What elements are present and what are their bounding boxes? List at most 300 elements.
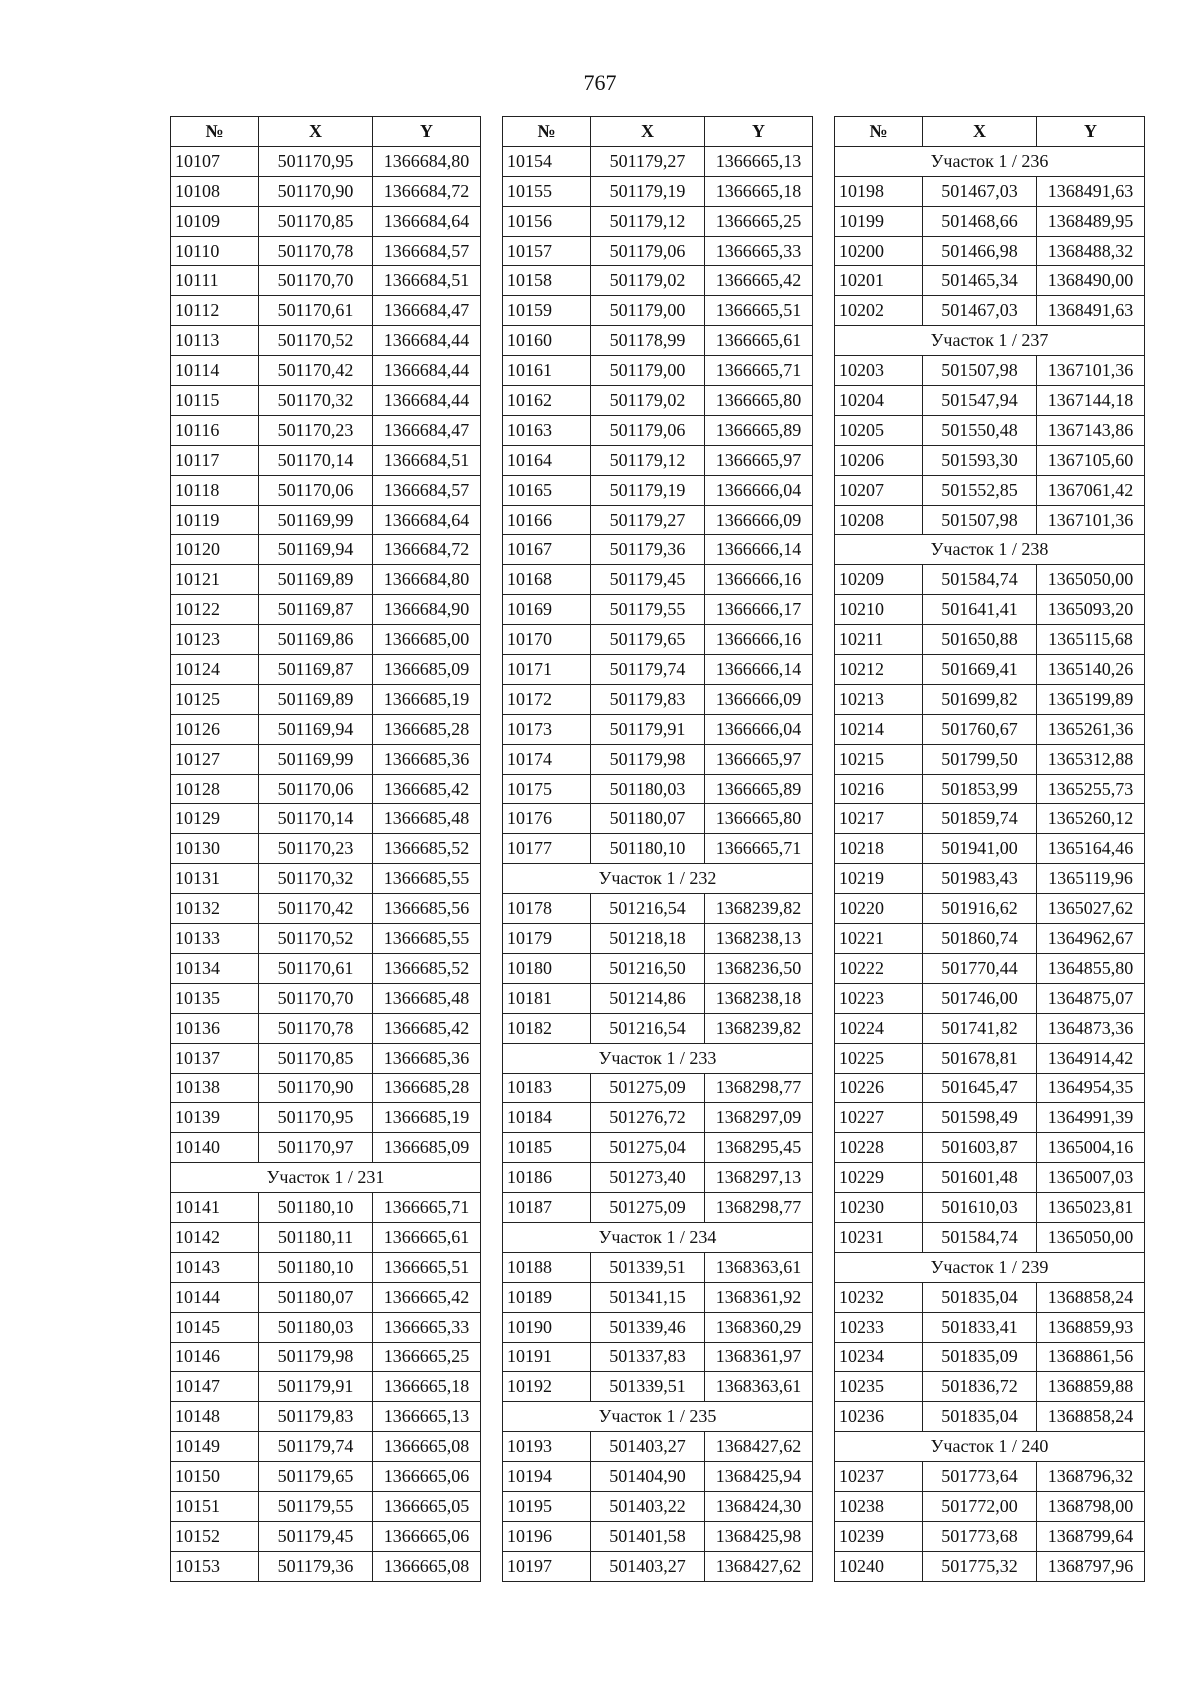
y-coordinate-cell: 1368858,24 (1037, 1282, 1145, 1312)
x-coordinate-cell: 501773,68 (923, 1521, 1037, 1551)
point-number-cell: 10163 (503, 415, 591, 445)
table-row (835, 1521, 1145, 1551)
y-coordinate-cell: 1368489,95 (1037, 206, 1145, 236)
table-row (835, 1551, 1145, 1581)
table-row (171, 655, 481, 685)
x-coordinate-cell: 501170,52 (259, 924, 373, 954)
point-number-cell: 10170 (503, 625, 591, 655)
table-row (835, 684, 1145, 714)
y-coordinate-cell: 1368491,63 (1037, 296, 1145, 326)
point-number-cell: 10134 (171, 953, 259, 983)
y-coordinate-cell: 1366665,51 (373, 1252, 481, 1282)
table-row (171, 1372, 481, 1402)
column-header-num: № (503, 117, 591, 147)
table-row (171, 236, 481, 266)
point-number-cell: 10222 (835, 953, 923, 983)
y-coordinate-cell: 1367105,60 (1037, 445, 1145, 475)
x-coordinate-cell: 501170,14 (259, 804, 373, 834)
y-coordinate-cell: 1366665,33 (373, 1312, 481, 1342)
table-row (503, 445, 813, 475)
y-coordinate-cell: 1368238,18 (705, 983, 813, 1013)
point-number-cell: 10164 (503, 445, 591, 475)
y-coordinate-cell: 1366665,97 (705, 744, 813, 774)
x-coordinate-cell: 501179,74 (259, 1432, 373, 1462)
x-coordinate-cell: 501773,64 (923, 1462, 1037, 1492)
point-number-cell: 10128 (171, 774, 259, 804)
x-coordinate-cell: 501180,10 (259, 1193, 373, 1223)
x-coordinate-cell: 501169,94 (259, 714, 373, 744)
y-coordinate-cell: 1366684,90 (373, 595, 481, 625)
y-coordinate-cell: 1368488,32 (1037, 236, 1145, 266)
x-coordinate-cell: 501170,61 (259, 953, 373, 983)
point-number-cell: 10216 (835, 774, 923, 804)
x-coordinate-cell: 501170,32 (259, 386, 373, 416)
table-row (171, 146, 481, 176)
point-number-cell: 10192 (503, 1372, 591, 1402)
point-number-cell: 10174 (503, 744, 591, 774)
point-number-cell: 10215 (835, 744, 923, 774)
point-number-cell: 10219 (835, 864, 923, 894)
x-coordinate-cell: 501179,00 (591, 296, 705, 326)
table-row (503, 1551, 813, 1581)
x-coordinate-cell: 501468,66 (923, 206, 1037, 236)
x-coordinate-cell: 501179,12 (591, 206, 705, 236)
x-coordinate-cell: 501218,18 (591, 924, 705, 954)
table-row (171, 445, 481, 475)
y-coordinate-cell: 1364875,07 (1037, 983, 1145, 1013)
y-coordinate-cell: 1365050,00 (1037, 565, 1145, 595)
table-row (503, 1103, 813, 1133)
y-coordinate-cell: 1368799,64 (1037, 1521, 1145, 1551)
y-coordinate-cell: 1368796,32 (1037, 1462, 1145, 1492)
x-coordinate-cell: 501593,30 (923, 445, 1037, 475)
point-number-cell: 10144 (171, 1282, 259, 1312)
table-row (835, 1163, 1145, 1193)
x-coordinate-cell: 501170,42 (259, 894, 373, 924)
y-coordinate-cell: 1366685,09 (373, 655, 481, 685)
table-row (503, 296, 813, 326)
point-number-cell: 10107 (171, 146, 259, 176)
y-coordinate-cell: 1366665,33 (705, 236, 813, 266)
x-coordinate-cell: 501467,03 (923, 296, 1037, 326)
x-coordinate-cell: 501645,47 (923, 1073, 1037, 1103)
table-row (171, 1073, 481, 1103)
point-number-cell: 10226 (835, 1073, 923, 1103)
y-coordinate-cell: 1368239,82 (705, 1013, 813, 1043)
point-number-cell: 10209 (835, 565, 923, 595)
y-coordinate-cell: 1366666,14 (705, 535, 813, 565)
table-row (503, 1013, 813, 1043)
table-row (503, 834, 813, 864)
point-number-cell: 10210 (835, 595, 923, 625)
table-row (503, 744, 813, 774)
point-number-cell: 10199 (835, 206, 923, 236)
table-row (835, 266, 1145, 296)
table-row (171, 834, 481, 864)
table-row (171, 1521, 481, 1551)
table-header-row (835, 117, 1145, 147)
section-row (503, 1222, 813, 1252)
x-coordinate-cell: 501603,87 (923, 1133, 1037, 1163)
x-coordinate-cell: 501775,32 (923, 1551, 1037, 1581)
table-row (835, 565, 1145, 595)
section-title: Участок 1 / 238 (835, 535, 1145, 565)
table-row (503, 1073, 813, 1103)
x-coordinate-cell: 501860,74 (923, 924, 1037, 954)
x-coordinate-cell: 501180,07 (259, 1282, 373, 1312)
table-row (835, 774, 1145, 804)
x-coordinate-cell: 501403,27 (591, 1551, 705, 1581)
y-coordinate-cell: 1365260,12 (1037, 804, 1145, 834)
point-number-cell: 10211 (835, 625, 923, 655)
table-row (503, 595, 813, 625)
point-number-cell: 10154 (503, 146, 591, 176)
x-coordinate-cell: 501170,95 (259, 1103, 373, 1133)
table-row (503, 356, 813, 386)
y-coordinate-cell: 1366684,64 (373, 505, 481, 535)
y-coordinate-cell: 1366666,04 (705, 714, 813, 744)
x-coordinate-cell: 501275,09 (591, 1193, 705, 1223)
point-number-cell: 10153 (171, 1551, 259, 1581)
x-coordinate-cell: 501180,07 (591, 804, 705, 834)
y-coordinate-cell: 1364962,67 (1037, 924, 1145, 954)
y-coordinate-cell: 1366685,28 (373, 1073, 481, 1103)
x-coordinate-cell: 501547,94 (923, 386, 1037, 416)
table-row (171, 1133, 481, 1163)
x-coordinate-cell: 501770,44 (923, 953, 1037, 983)
y-coordinate-cell: 1368298,77 (705, 1193, 813, 1223)
y-coordinate-cell: 1366685,56 (373, 894, 481, 924)
y-coordinate-cell: 1366666,09 (705, 684, 813, 714)
table-row (503, 774, 813, 804)
x-coordinate-cell: 501678,81 (923, 1043, 1037, 1073)
point-number-cell: 10208 (835, 505, 923, 535)
point-number-cell: 10173 (503, 714, 591, 744)
y-coordinate-cell: 1366665,06 (373, 1462, 481, 1492)
point-number-cell: 10225 (835, 1043, 923, 1073)
table-row (835, 655, 1145, 685)
table-row (835, 1312, 1145, 1342)
point-number-cell: 10183 (503, 1073, 591, 1103)
x-coordinate-cell: 501179,19 (591, 475, 705, 505)
point-number-cell: 10159 (503, 296, 591, 326)
table-header-row (503, 117, 813, 147)
point-number-cell: 10218 (835, 834, 923, 864)
point-number-cell: 10212 (835, 655, 923, 685)
point-number-cell: 10122 (171, 595, 259, 625)
point-number-cell: 10123 (171, 625, 259, 655)
x-coordinate-cell: 501916,62 (923, 894, 1037, 924)
x-coordinate-cell: 501170,97 (259, 1133, 373, 1163)
table-row (835, 415, 1145, 445)
table-row (835, 505, 1145, 535)
x-coordinate-cell: 501507,98 (923, 356, 1037, 386)
x-coordinate-cell: 501216,50 (591, 953, 705, 983)
point-number-cell: 10161 (503, 356, 591, 386)
table-row (503, 655, 813, 685)
x-coordinate-cell: 501835,09 (923, 1342, 1037, 1372)
point-number-cell: 10133 (171, 924, 259, 954)
x-coordinate-cell: 501179,00 (591, 356, 705, 386)
x-coordinate-cell: 501170,23 (259, 834, 373, 864)
table-row (503, 1462, 813, 1492)
table-row (503, 415, 813, 445)
table-row (835, 206, 1145, 236)
y-coordinate-cell: 1366684,51 (373, 266, 481, 296)
x-coordinate-cell: 501179,55 (591, 595, 705, 625)
point-number-cell: 10124 (171, 655, 259, 685)
point-number-cell: 10116 (171, 415, 259, 445)
table-row (171, 595, 481, 625)
y-coordinate-cell: 1366665,18 (373, 1372, 481, 1402)
point-number-cell: 10151 (171, 1491, 259, 1521)
point-number-cell: 10110 (171, 236, 259, 266)
y-coordinate-cell: 1366685,36 (373, 744, 481, 774)
y-coordinate-cell: 1368361,92 (705, 1282, 813, 1312)
point-number-cell: 10202 (835, 296, 923, 326)
table-row (171, 1491, 481, 1521)
x-coordinate-cell: 501550,48 (923, 415, 1037, 445)
point-number-cell: 10136 (171, 1013, 259, 1043)
point-number-cell: 10227 (835, 1103, 923, 1133)
x-coordinate-cell: 501170,90 (259, 176, 373, 206)
x-coordinate-cell: 501170,78 (259, 236, 373, 266)
x-coordinate-cell: 501341,15 (591, 1282, 705, 1312)
point-number-cell: 10168 (503, 565, 591, 595)
y-coordinate-cell: 1366666,04 (705, 475, 813, 505)
table-row (835, 744, 1145, 774)
y-coordinate-cell: 1366684,80 (373, 146, 481, 176)
x-coordinate-cell: 501170,52 (259, 326, 373, 356)
y-coordinate-cell: 1365140,26 (1037, 655, 1145, 685)
point-number-cell: 10169 (503, 595, 591, 625)
y-coordinate-cell: 1366685,42 (373, 1013, 481, 1043)
point-number-cell: 10160 (503, 326, 591, 356)
y-coordinate-cell: 1368297,09 (705, 1103, 813, 1133)
y-coordinate-cell: 1368798,00 (1037, 1491, 1145, 1521)
point-number-cell: 10137 (171, 1043, 259, 1073)
x-coordinate-cell: 501170,06 (259, 475, 373, 505)
y-coordinate-cell: 1368363,61 (705, 1372, 813, 1402)
table-row (171, 206, 481, 236)
point-number-cell: 10200 (835, 236, 923, 266)
y-coordinate-cell: 1366685,55 (373, 924, 481, 954)
x-coordinate-cell: 501275,04 (591, 1133, 705, 1163)
table-row (171, 505, 481, 535)
point-number-cell: 10240 (835, 1551, 923, 1581)
point-number-cell: 10229 (835, 1163, 923, 1193)
table-row (835, 625, 1145, 655)
y-coordinate-cell: 1366665,80 (705, 386, 813, 416)
y-coordinate-cell: 1368425,94 (705, 1462, 813, 1492)
y-coordinate-cell: 1368425,98 (705, 1521, 813, 1551)
point-number-cell: 10121 (171, 565, 259, 595)
table-row (835, 864, 1145, 894)
y-coordinate-cell: 1365255,73 (1037, 774, 1145, 804)
x-coordinate-cell: 501179,83 (591, 684, 705, 714)
x-coordinate-cell: 501170,70 (259, 266, 373, 296)
x-coordinate-cell: 501179,36 (259, 1551, 373, 1581)
y-coordinate-cell: 1366684,80 (373, 565, 481, 595)
y-coordinate-cell: 1364914,42 (1037, 1043, 1145, 1073)
y-coordinate-cell: 1368295,45 (705, 1133, 813, 1163)
point-number-cell: 10180 (503, 953, 591, 983)
x-coordinate-cell: 501169,89 (259, 684, 373, 714)
x-coordinate-cell: 501179,19 (591, 176, 705, 206)
point-number-cell: 10184 (503, 1103, 591, 1133)
point-number-cell: 10166 (503, 505, 591, 535)
section-row (835, 1252, 1145, 1282)
y-coordinate-cell: 1366685,55 (373, 864, 481, 894)
table-row (835, 1133, 1145, 1163)
table-row (835, 475, 1145, 505)
y-coordinate-cell: 1366685,36 (373, 1043, 481, 1073)
x-coordinate-cell: 501179,02 (591, 266, 705, 296)
point-number-cell: 10114 (171, 356, 259, 386)
table-row (503, 1342, 813, 1372)
y-coordinate-cell: 1366685,42 (373, 774, 481, 804)
table-row (835, 894, 1145, 924)
x-coordinate-cell: 501179,98 (591, 744, 705, 774)
y-coordinate-cell: 1368859,88 (1037, 1372, 1145, 1402)
point-number-cell: 10198 (835, 176, 923, 206)
y-coordinate-cell: 1365312,88 (1037, 744, 1145, 774)
x-coordinate-cell: 501507,98 (923, 505, 1037, 535)
table-row (503, 953, 813, 983)
x-coordinate-cell: 501273,40 (591, 1163, 705, 1193)
point-number-cell: 10145 (171, 1312, 259, 1342)
point-number-cell: 10196 (503, 1521, 591, 1551)
y-coordinate-cell: 1368427,62 (705, 1432, 813, 1462)
point-number-cell: 10181 (503, 983, 591, 1013)
table-row (171, 714, 481, 744)
table-row (503, 326, 813, 356)
y-coordinate-cell: 1365007,03 (1037, 1163, 1145, 1193)
x-coordinate-cell: 501170,32 (259, 864, 373, 894)
x-coordinate-cell: 501170,78 (259, 1013, 373, 1043)
y-coordinate-cell: 1366666,17 (705, 595, 813, 625)
y-coordinate-cell: 1368360,29 (705, 1312, 813, 1342)
y-coordinate-cell: 1364991,39 (1037, 1103, 1145, 1133)
table-row (171, 684, 481, 714)
point-number-cell: 10112 (171, 296, 259, 326)
point-number-cell: 10135 (171, 983, 259, 1013)
y-coordinate-cell: 1368490,00 (1037, 266, 1145, 296)
table-row (503, 1491, 813, 1521)
y-coordinate-cell: 1364873,36 (1037, 1013, 1145, 1043)
x-coordinate-cell: 501584,74 (923, 565, 1037, 595)
table-row (503, 1133, 813, 1163)
table-row (171, 356, 481, 386)
column-header-x: X (923, 117, 1037, 147)
point-number-cell: 10177 (503, 834, 591, 864)
y-coordinate-cell: 1366666,16 (705, 565, 813, 595)
y-coordinate-cell: 1365261,36 (1037, 714, 1145, 744)
x-coordinate-cell: 501169,87 (259, 595, 373, 625)
table-row (171, 326, 481, 356)
table-row (503, 1372, 813, 1402)
x-coordinate-cell: 501214,86 (591, 983, 705, 1013)
point-number-cell: 10237 (835, 1462, 923, 1492)
table-row (171, 1043, 481, 1073)
y-coordinate-cell: 1366666,14 (705, 655, 813, 685)
point-number-cell: 10178 (503, 894, 591, 924)
y-coordinate-cell: 1366665,89 (705, 774, 813, 804)
point-number-cell: 10158 (503, 266, 591, 296)
column-header-x: X (259, 117, 373, 147)
x-coordinate-cell: 501859,74 (923, 804, 1037, 834)
table-row (503, 804, 813, 834)
x-coordinate-cell: 501169,99 (259, 505, 373, 535)
table-row (503, 1163, 813, 1193)
section-title: Участок 1 / 240 (835, 1432, 1145, 1462)
table-row (503, 475, 813, 505)
point-number-cell: 10113 (171, 326, 259, 356)
table-header-row (171, 117, 481, 147)
point-number-cell: 10152 (171, 1521, 259, 1551)
table-row (835, 983, 1145, 1013)
table-row (835, 296, 1145, 326)
point-number-cell: 10233 (835, 1312, 923, 1342)
x-coordinate-cell: 501170,42 (259, 356, 373, 386)
y-coordinate-cell: 1366684,64 (373, 206, 481, 236)
x-coordinate-cell: 501216,54 (591, 1013, 705, 1043)
point-number-cell: 10187 (503, 1193, 591, 1223)
y-coordinate-cell: 1366685,09 (373, 1133, 481, 1163)
y-coordinate-cell: 1368363,61 (705, 1252, 813, 1282)
section-title: Участок 1 / 231 (171, 1163, 481, 1193)
table-row (171, 176, 481, 206)
table-row (835, 1222, 1145, 1252)
column-header-x: X (591, 117, 705, 147)
point-number-cell: 10147 (171, 1372, 259, 1402)
y-coordinate-cell: 1365093,20 (1037, 595, 1145, 625)
point-number-cell: 10185 (503, 1133, 591, 1163)
x-coordinate-cell: 501179,74 (591, 655, 705, 685)
point-number-cell: 10203 (835, 356, 923, 386)
point-number-cell: 10234 (835, 1342, 923, 1372)
point-number-cell: 10109 (171, 206, 259, 236)
y-coordinate-cell: 1366665,13 (373, 1402, 481, 1432)
point-number-cell: 10224 (835, 1013, 923, 1043)
point-number-cell: 10131 (171, 864, 259, 894)
section-row (835, 146, 1145, 176)
section-row (835, 1432, 1145, 1462)
x-coordinate-cell: 501179,65 (591, 625, 705, 655)
point-number-cell: 10205 (835, 415, 923, 445)
table-row (171, 386, 481, 416)
point-number-cell: 10155 (503, 176, 591, 206)
x-coordinate-cell: 501169,89 (259, 565, 373, 595)
point-number-cell: 10143 (171, 1252, 259, 1282)
x-coordinate-cell: 501170,90 (259, 1073, 373, 1103)
table-row (171, 565, 481, 595)
x-coordinate-cell: 501760,67 (923, 714, 1037, 744)
section-row (503, 1043, 813, 1073)
point-number-cell: 10126 (171, 714, 259, 744)
y-coordinate-cell: 1366665,06 (373, 1521, 481, 1551)
y-coordinate-cell: 1364855,80 (1037, 953, 1145, 983)
table-row (835, 445, 1145, 475)
table-row (503, 1312, 813, 1342)
table-row (835, 714, 1145, 744)
table-row (503, 714, 813, 744)
page-number: 767 (583, 70, 617, 95)
point-number-cell: 10207 (835, 475, 923, 505)
table-row (835, 595, 1145, 625)
point-number-cell: 10201 (835, 266, 923, 296)
x-coordinate-cell: 501835,04 (923, 1282, 1037, 1312)
